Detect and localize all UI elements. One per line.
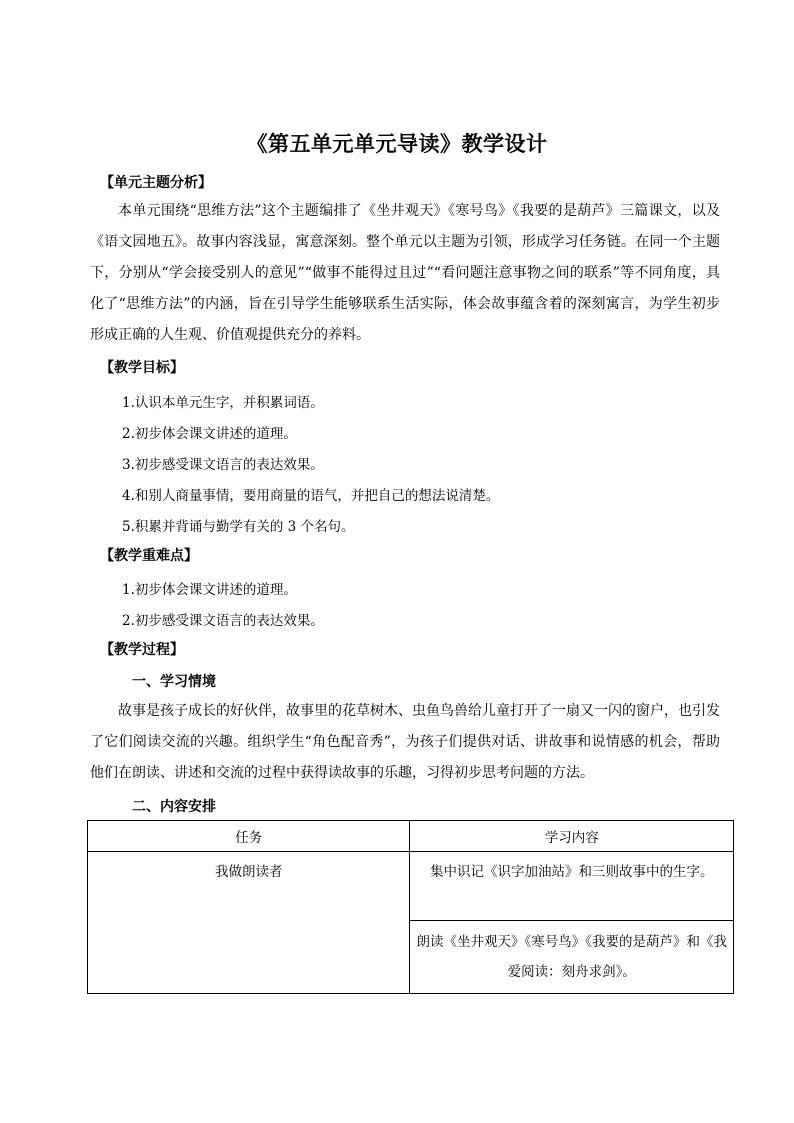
table-row — [88, 852, 734, 921]
table-cell-content-1: 集中识记《识字加油站》和三则故事中的生字。 — [410, 852, 734, 921]
section-heading-process: 【教学过程】 — [100, 642, 184, 658]
process-part1-paragraph: 故事是孩子成长的好伙伴，故事里的花草树木、虫鱼鸟兽给儿童打开了一扇又一闪的窗户，也引发了它们阅读交流的兴趣。组织学生“角色配音秀”，为孩子们提供对话、讲故事和说情感的机会，帮助他们在朗读、讲述和交流的过程中获得读故事的乐趣，习得初步思考问题的方法。 — [90, 703, 720, 781]
table-header-row — [88, 821, 734, 852]
analysis-paragraph: 本单元围绕“思维方法”这个主题编排了《坐井观天》《寒号鸟》《我要的是葫芦》三篇课文，以及《语文园地五》。故事内容浅显，寓意深刻。整个单元以主题为引领，形成学习任务链。在同一个主题下，分别从“学会接受别人的意见”“做事不能得过且过”“看问题注意事物之间的联系”等不同角度，具化了“思维方法”的内涵，旨在引导学生能够联系生活实际，体会故事蕴含着的深刻寓言，为学生初步形成正确的人生观、价值观提供充分的养料。 — [90, 203, 720, 343]
table-cell-task: 我做朗读者 — [88, 852, 410, 994]
process-part1-heading: 一、学习情境 — [132, 674, 216, 690]
section-heading-goals: 【教学目标】 — [100, 360, 184, 376]
table-header-content: 学习内容 — [410, 821, 734, 852]
goal-item-4: 4.和别人商量事情，要用商量的语气，并把自己的想法说清楚。 — [122, 488, 500, 504]
key-point-item-2: 2.初步感受课文语言的表达效果。 — [122, 613, 324, 629]
goal-item-5: 5.积累并背诵与勤学有关的 3 个名句。 — [122, 519, 355, 535]
document-title: 《第五单元单元导读》教学设计 — [246, 132, 548, 156]
table-cell-content-2: 朗读《坐井观天》《寒号鸟》《我要的是葫芦》和《我爱阅读：刻舟求剑》。 — [410, 921, 734, 994]
key-point-item-1: 1.初步体会课文讲述的道理。 — [122, 582, 297, 598]
goal-item-3: 3.初步感受课文语言的表达效果。 — [122, 457, 324, 473]
goal-item-2: 2.初步体会课文讲述的道理。 — [122, 426, 297, 442]
section-heading-analysis: 【单元主题分析】 — [100, 175, 212, 191]
content-table — [87, 820, 734, 994]
table-header-task: 任务 — [88, 821, 410, 852]
goal-item-1: 1.认识本单元生字，并积累词语。 — [122, 395, 324, 411]
process-part2-heading: 二、内容安排 — [132, 799, 216, 815]
section-heading-key-points: 【教学重难点】 — [100, 548, 198, 564]
